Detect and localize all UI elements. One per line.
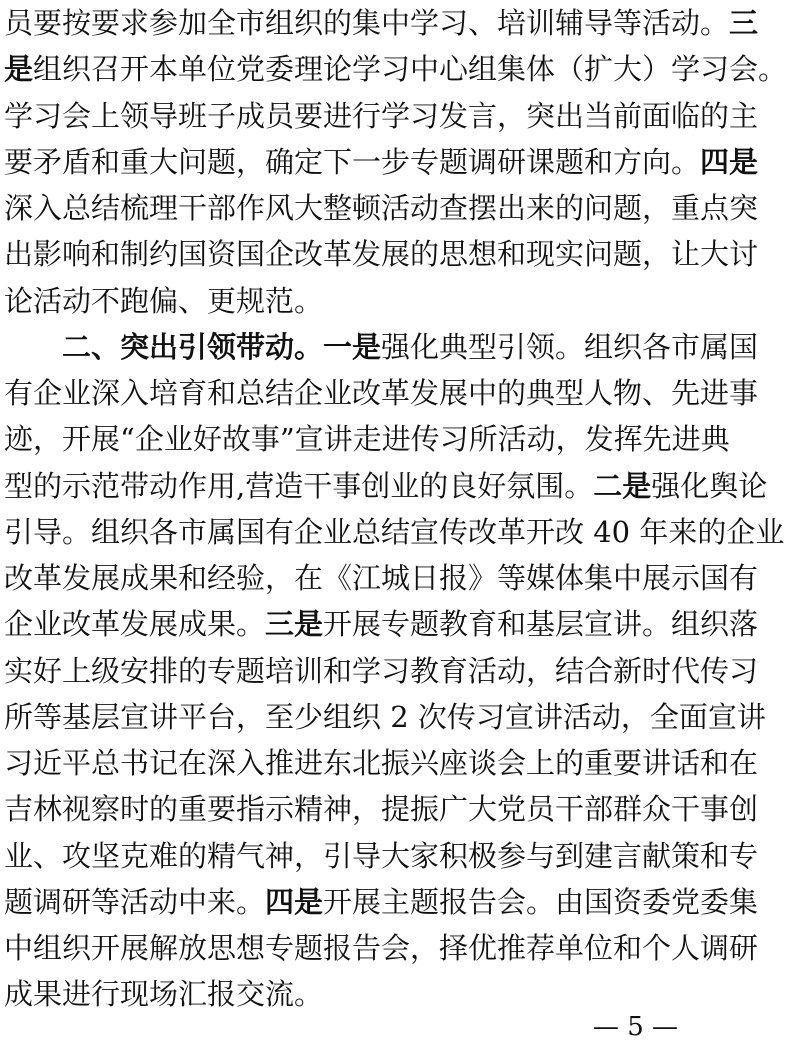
- text-line: [4, 648, 759, 694]
- text-line: [4, 971, 694, 1017]
- text-line: [4, 509, 785, 555]
- text-run: 成果进行现场汇报交流。: [4, 977, 324, 1012]
- text-run: 业、攻坚克难的精气神，引导大家积极参与到建言献策和专: [4, 838, 759, 873]
- text-run: 员要按要求参加全市组织的集中学习、培训辅导等活动。: [4, 6, 730, 40]
- text-run: 强化舆论: [651, 468, 768, 503]
- text-line: [4, 833, 759, 879]
- text-line: [4, 139, 759, 185]
- text-run: 实好上级安排的专题培训和学习教育活动，结合新时代传习: [4, 653, 759, 688]
- text-run: 强化典型引领。组织各市属国: [381, 329, 759, 364]
- text-run: 中组织开展解放思想专题报告会，择优推荐单位和个人调研: [4, 931, 759, 965]
- text-run: 论活动不跑偏、更规范。: [4, 283, 324, 318]
- text-line: [4, 740, 759, 786]
- text-line: [4, 694, 766, 740]
- text-run: 型的示范带动作用,营造干事创业的良好氛围。: [4, 468, 594, 503]
- text-run: 企业改革发展成果。: [4, 607, 266, 642]
- text-line: [4, 416, 730, 462]
- bold-run: 是: [4, 52, 34, 87]
- text-run: 出影响和制约国资国企改革发展的思想和现实问题，让大讨: [4, 237, 759, 272]
- text-line: [4, 0, 759, 46]
- text-line: [4, 879, 759, 925]
- section-heading: 二、突出引领带动。: [62, 329, 324, 364]
- text-run: 组织召开本单位党委理论学习中心组集体（扩大）学习会。: [33, 52, 787, 87]
- text-run: 深入总结梳理干部作风大整顿活动查摆出来的问题，重点突: [4, 191, 759, 225]
- text-run: 迹，开展“企业好故事”宣讲走进传习所活动，发挥先进典: [4, 422, 730, 457]
- text-run: 题调研等活动中来。: [4, 884, 266, 919]
- bold-run: 四是: [700, 144, 759, 179]
- text-line: [4, 463, 768, 509]
- bold-run: 四是: [265, 884, 324, 919]
- text-line: [4, 601, 759, 647]
- text-run: 引导。组织各市属国有企业总结宣传改革开改 40 年来的企业: [4, 514, 785, 549]
- bold-run: 二是: [593, 468, 652, 503]
- text-line: [4, 231, 759, 277]
- text-line: [4, 93, 759, 139]
- page-number: [593, 1012, 678, 1042]
- page-number-dash-left: —: [592, 1012, 619, 1042]
- section-heading-line: [4, 324, 759, 370]
- bold-run: 一是: [323, 329, 382, 364]
- bold-run: 三: [729, 6, 759, 40]
- text-line: [4, 786, 759, 832]
- body-text: [4, 0, 787, 1018]
- page-number-dash-right: —: [652, 1012, 678, 1042]
- bold-run: 三是: [265, 607, 324, 642]
- text-run: 学习会上领导班子成员要进行学习发言，突出当前面临的主: [4, 98, 759, 133]
- text-run: 开展主题报告会。由国资委党委集: [323, 884, 759, 919]
- text-run: 要矛盾和重大问题，确定下一步专题调研课题和方向。: [4, 144, 701, 179]
- text-line: [4, 925, 759, 971]
- text-run: 所等基层宣讲平台，至少组织 2 次传习宣讲活动，全面宣讲: [4, 699, 766, 734]
- text-line: [4, 46, 787, 92]
- text-run: 有企业深入培育和总结企业改革发展中的典型人物、先进事: [4, 376, 759, 410]
- text-line: [4, 370, 759, 416]
- text-line: [4, 185, 759, 231]
- text-run: 改革发展成果和经验，在《江城日报》等媒体集中展示国有: [4, 561, 759, 595]
- page-number-value: 5: [627, 1012, 644, 1042]
- text-line: [4, 555, 759, 601]
- text-run: 吉林视察时的重要指示精神，提振广大党员干部群众干事创: [4, 792, 759, 827]
- text-line: [4, 278, 694, 324]
- text-run: 开展专题教育和基层宣讲。组织落: [323, 607, 759, 642]
- text-run: 习近平总书记在深入推进东北振兴座谈会上的重要讲话和在: [4, 746, 759, 780]
